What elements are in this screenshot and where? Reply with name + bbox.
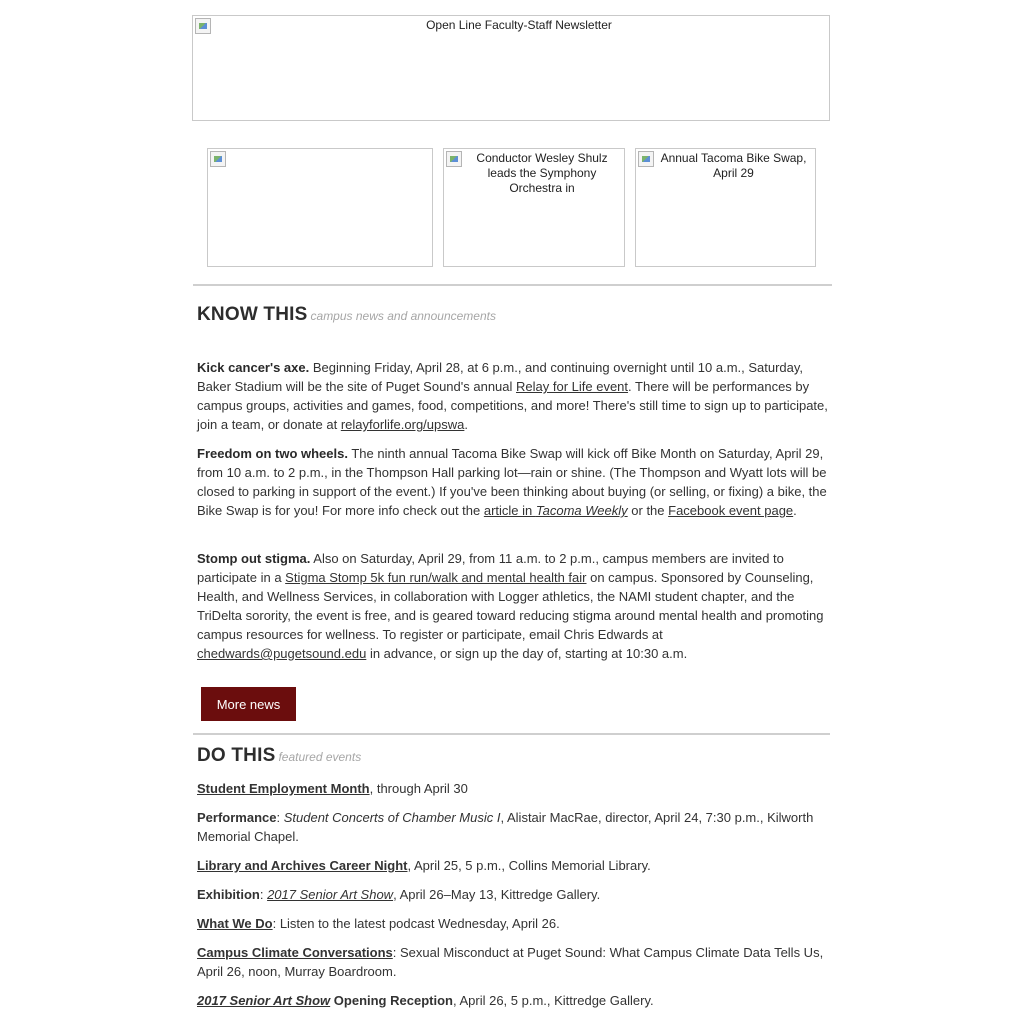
event-item xyxy=(197,914,829,933)
event-link-text: What We Do xyxy=(197,916,273,931)
event-details: , April 26, 5 p.m., Kittredge Gallery. xyxy=(452,993,654,1008)
feature-photo-2[interactable] xyxy=(443,148,625,267)
event-link[interactable] xyxy=(197,781,370,796)
section-subtitle: campus news and announcements xyxy=(310,309,496,323)
news-item-text: in advance, or sign up the day of, starting at 10:30 a.m. xyxy=(366,646,688,661)
event-link[interactable] xyxy=(197,945,393,960)
broken-image-icon xyxy=(446,151,462,167)
news-item xyxy=(197,358,829,434)
know-this-heading xyxy=(197,304,496,326)
relayforlife-url-link[interactable]: relayforlife.org/upswa xyxy=(340,417,465,432)
link-text: article in xyxy=(483,503,536,518)
photo-alt-text: Conductor Wesley Shulz leads the Symphony Orchestra in xyxy=(476,151,608,195)
event-link-text: Library and Archives Career Night xyxy=(197,858,408,873)
event-item xyxy=(197,991,829,1010)
event-item xyxy=(197,856,829,875)
do-this-heading xyxy=(197,745,361,767)
section-divider xyxy=(193,733,830,735)
facebook-event-link[interactable]: Facebook event page xyxy=(668,503,794,518)
news-item-text: on campus. Sponsored by Counseling, Health, and Wellness Services, in collaboration with Logger athletics, the NAMI student chapter, and the TriDelta sorority, the event is free, and is geared toward reducing stigma around mental health and promoting campus resources for wellness. To register or participate, email Chris Edwards at xyxy=(197,570,824,642)
event-details: , through April 30 xyxy=(369,781,468,796)
event-label: Performance xyxy=(197,810,277,825)
news-item xyxy=(197,444,829,520)
news-item-text: . xyxy=(793,503,797,518)
news-item xyxy=(197,549,829,663)
more-news-button[interactable]: More news xyxy=(201,687,296,721)
senior-art-show-link[interactable] xyxy=(267,887,393,902)
event-item xyxy=(197,943,829,981)
event-details: , Alistair MacRae, director, April 24, 7:30 p.m., Kilworth Memorial Chapel. xyxy=(197,810,814,844)
event-link-text: 2017 Senior Art Show xyxy=(197,993,331,1008)
event-separator: : xyxy=(276,810,284,825)
event-item xyxy=(197,779,829,798)
news-item-text: Also on Saturday, April 29, from 11 a.m. to 2 p.m., campus members are invited to participate in a xyxy=(197,551,784,585)
relay-for-life-link[interactable]: Relay for Life event xyxy=(516,379,629,394)
news-item-text: or the xyxy=(627,503,669,518)
event-separator: : xyxy=(259,887,268,902)
feature-photo-3[interactable] xyxy=(635,148,816,267)
section-title: KNOW THIS xyxy=(197,304,308,325)
senior-art-show-link[interactable] xyxy=(197,993,330,1008)
email-link[interactable]: chedwards@pugetsound.edu xyxy=(197,646,367,661)
section-title: DO THIS xyxy=(197,745,276,766)
event-title-italic: Student Concerts of Chamber Music I xyxy=(283,810,501,825)
event-label: Exhibition xyxy=(197,887,260,902)
broken-image-icon xyxy=(210,151,226,167)
event-details: , April 25, 5 p.m., Collins Memorial Library. xyxy=(407,858,651,873)
event-link-text: Student Employment Month xyxy=(197,781,370,796)
event-link[interactable] xyxy=(197,916,273,931)
event-label: Opening Reception xyxy=(330,993,453,1008)
news-item-text: . There will be performances by campus groups, activities and games, food, competitions, and more! There's still time to sign up to participate, join a team, or donate at xyxy=(197,379,828,432)
news-item-title: Stomp out stigma. xyxy=(197,551,311,566)
event-link[interactable] xyxy=(197,858,407,873)
banner-alt-text: Open Line Faculty-Staff Newsletter xyxy=(426,18,612,32)
link-text-italic: Tacoma Weekly xyxy=(535,503,628,518)
news-item-text: . xyxy=(464,417,468,432)
event-item xyxy=(197,885,829,904)
broken-image-icon xyxy=(638,151,654,167)
news-item-title: Kick cancer's axe. xyxy=(197,360,310,375)
newsletter-banner-image xyxy=(192,15,830,121)
feature-photo-1[interactable] xyxy=(207,148,433,267)
section-subtitle: featured events xyxy=(278,750,362,764)
news-item-title: Freedom on two wheels. xyxy=(197,446,348,461)
event-link-text: 2017 Senior Art Show xyxy=(267,887,394,902)
photo-alt-text: Annual Tacoma Bike Swap, April 29 xyxy=(660,151,807,180)
event-details: : Sexual Misconduct at Puget Sound: What Campus Climate Data Tells Us, April 26, noon, Murray Boardroom. xyxy=(197,945,824,979)
broken-image-icon xyxy=(195,18,211,34)
stigma-stomp-link[interactable]: Stigma Stomp 5k fun run/walk and mental health fair xyxy=(285,570,587,585)
section-divider xyxy=(193,284,832,286)
event-details: : Listen to the latest podcast Wednesday, April 26. xyxy=(272,916,560,931)
event-item xyxy=(197,808,829,846)
news-item-text: The ninth annual Tacoma Bike Swap will kick off Bike Month on Saturday, April 29, from 10 a.m. to 2 p.m., in the Thompson Hall parking lot—rain or shine. (The Thompson and Wyatt lots will be closed to parking in support of the event.) If you've been thinking about buying (or selling, or fixing) a bike, the Bike Swap is for you! For more info check out the xyxy=(197,446,827,518)
tacoma-weekly-article-link[interactable] xyxy=(484,503,628,518)
news-item-text: Beginning Friday, April 28, at 6 p.m., and continuing overnight until 10 a.m., Saturday, Baker Stadium will be the site of Puget Sound's annual xyxy=(197,360,804,394)
event-details: , April 26–May 13, Kittredge Gallery. xyxy=(393,887,601,902)
event-link-text: Campus Climate Conversations xyxy=(197,945,393,960)
